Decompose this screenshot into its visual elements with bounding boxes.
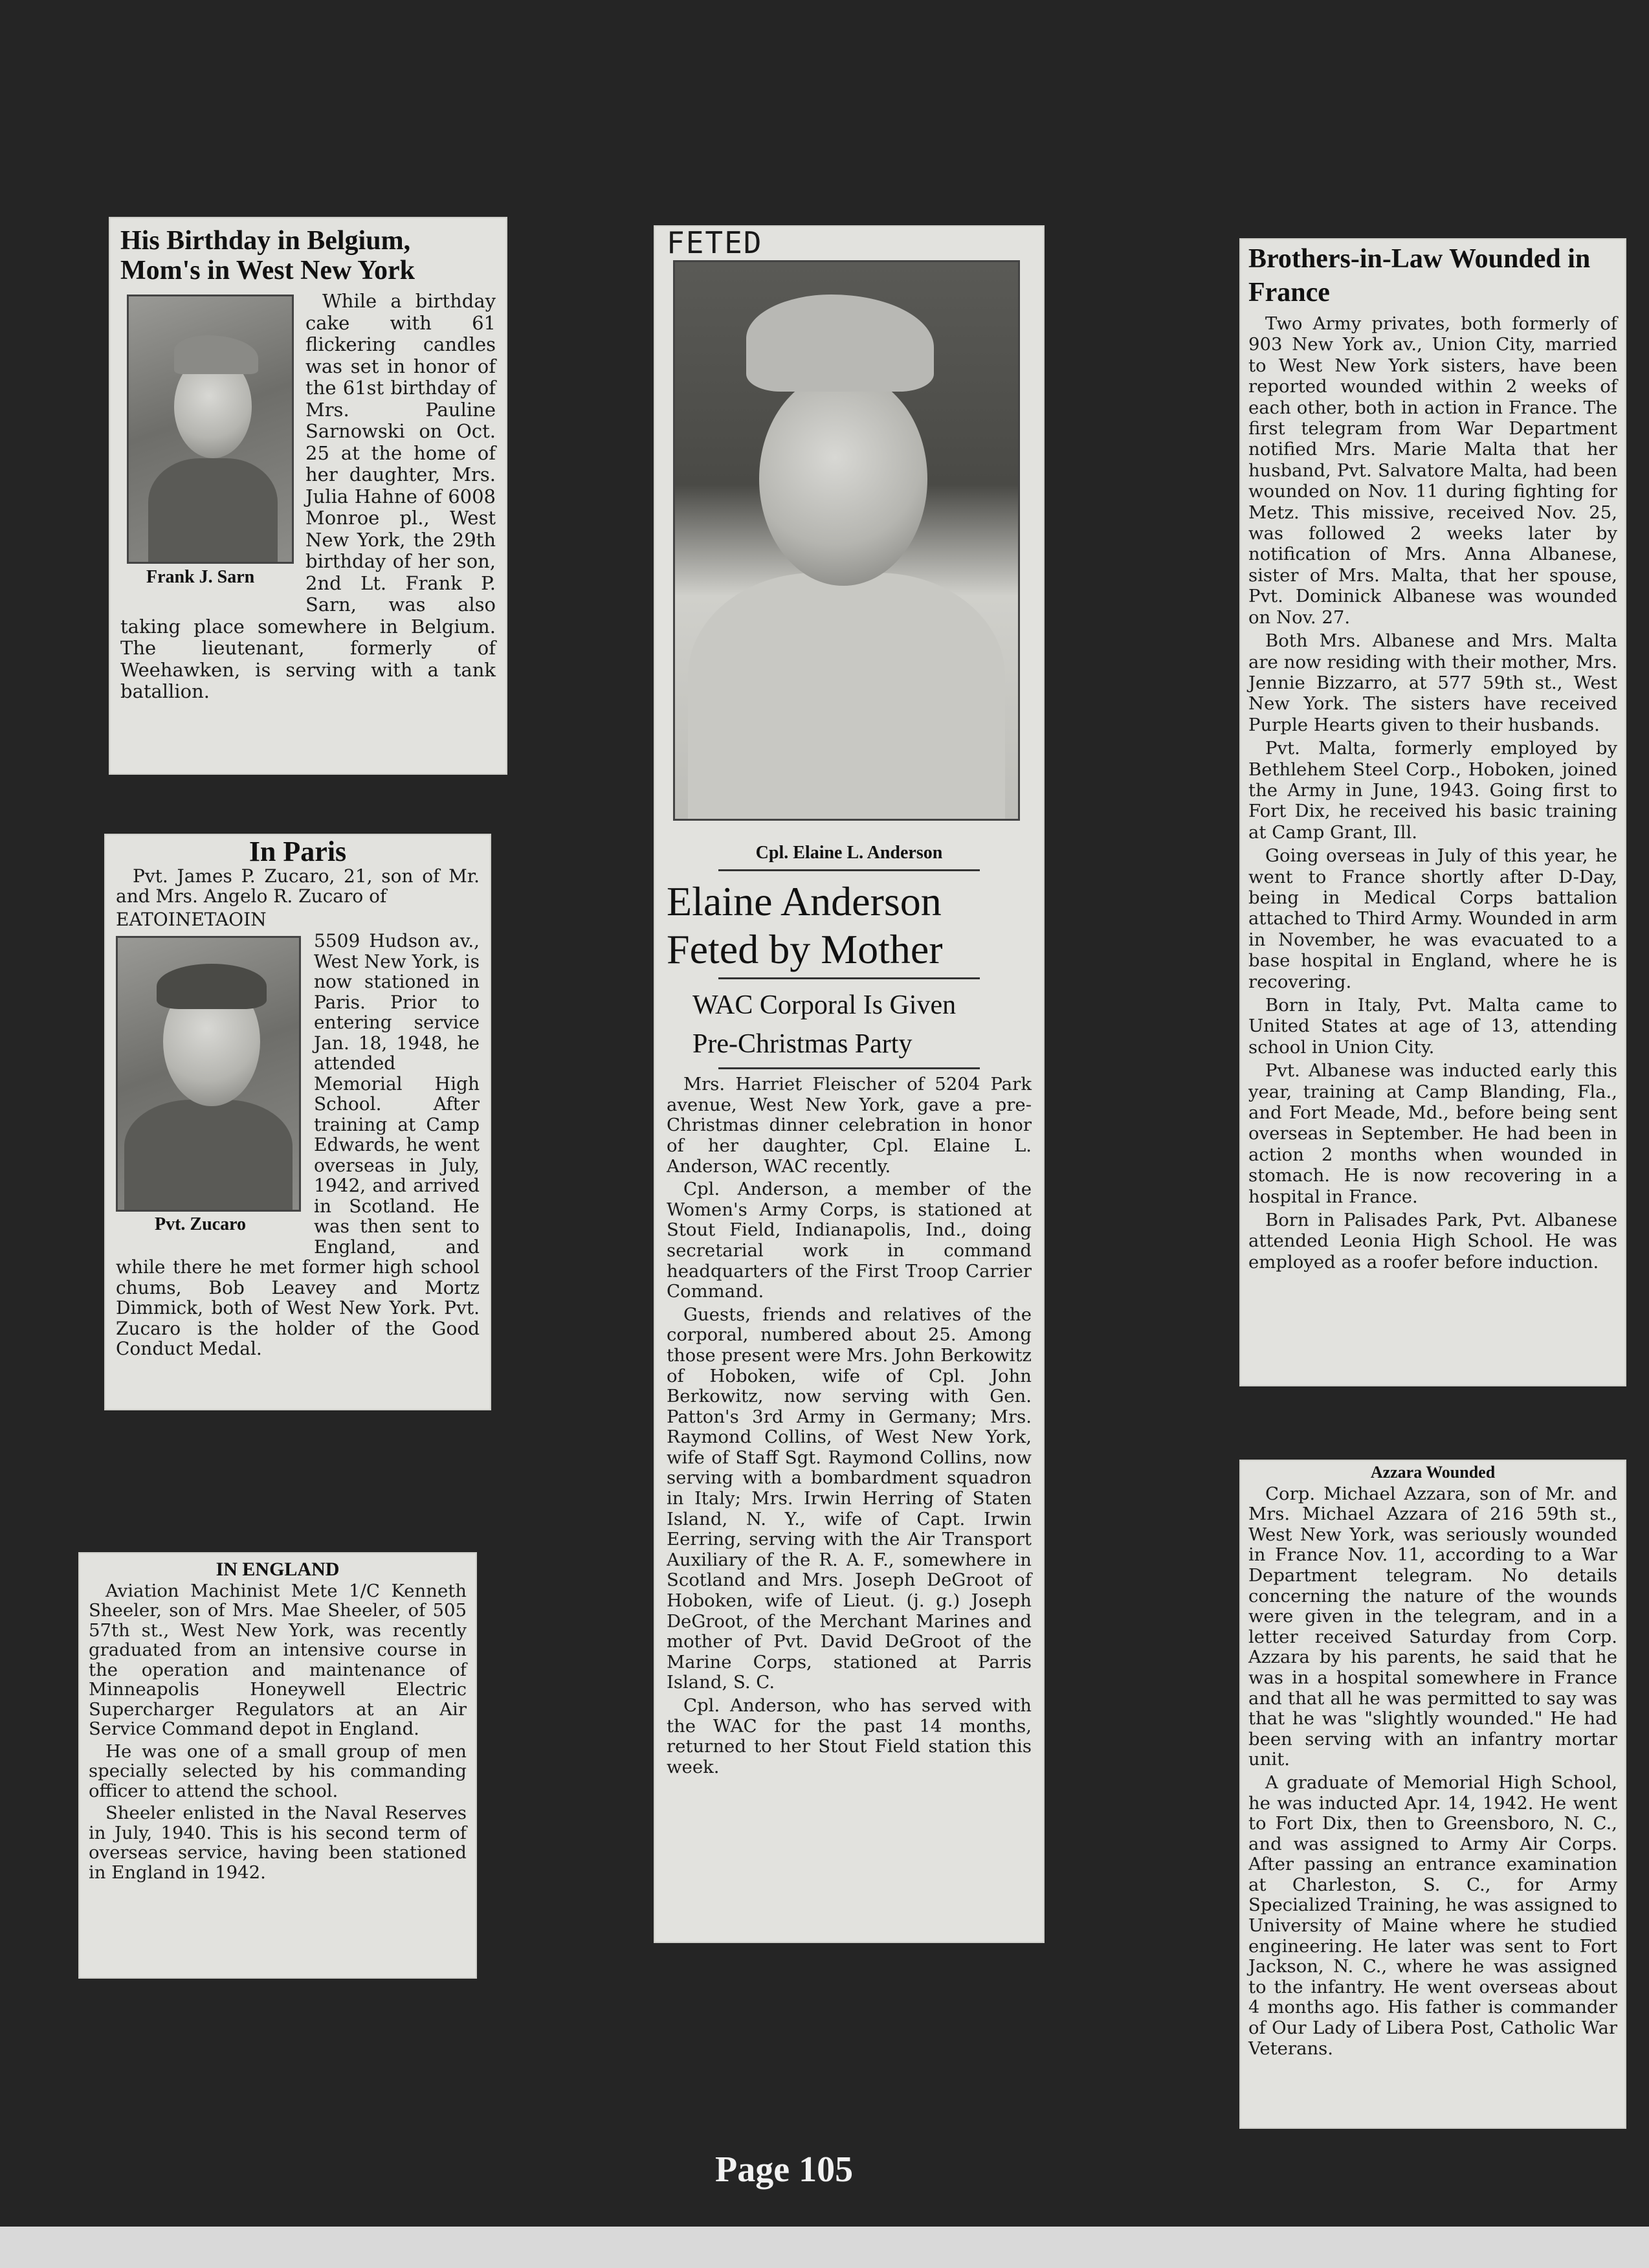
article-paragraph: Aviation Machinist Mete 1/C Kenneth Sheeler, son of Mrs. Mae Sheeler, of 505 57th st., West New York, was recently graduated from an intensive course in the operation and maintenance of Minneapolis Honeywell Electric Supercharger Regulators at an Air Service Command depot in England. — [89, 1580, 467, 1739]
article-paragraph: Cpl. Anderson, a member of the Women's Army Corps, is stationed at Stout Field, Indianapolis, Ind., doing secretarial work in command headquarters of the First Troop Carrier Command. — [667, 1179, 1032, 1302]
headline: Brothers-in-Law Wounded in France — [1248, 244, 1591, 307]
headline: IN ENGLAND — [216, 1559, 340, 1580]
clipping-brothers-in-law — [1241, 239, 1625, 1385]
photo-zucaro — [116, 936, 307, 1240]
photo-frank-sarn — [120, 295, 299, 599]
kicker-label: FETED — [667, 227, 763, 260]
article-paragraph: Pvt. Malta, formerly employed by Bethlehem Steel Corp., Hoboken, joined the Army in June, 1943. Going first to Fort Dix, he received his basic training at Camp Grant, Ill. — [1248, 738, 1617, 843]
photo-caption: Pvt. Zucaro — [155, 1214, 247, 1234]
article-paragraph: Mrs. Harriet Fleischer of 5204 Park avenue, West New York, gave a pre-Christmas dinner celebration in honor of her daughter, Cpl. Elaine L. Anderson, WAC recently. — [667, 1074, 1032, 1177]
headline: Azzara Wounded — [1370, 1463, 1496, 1482]
clipping-birthday-belgium — [110, 218, 506, 773]
article-paragraph: Guests, friends and relatives of the corporal, numbered about 25. Among those present were Mrs. John Berkowitz of Hoboken, wife of Cpl. John Berkowitz, now serving with Gen. Patton's 3rd Army in Germany; Mrs. Raymond Collins, of West New York, wife of Staff Sgt. Raymond Collins, now serving with a bombardment squadron in Italy; Mrs. Irwin Herring of Staten Island, N. Y., wife of Capt. Irwin Eerring, serving with the Air Transport Auxiliary of the R. A. F., somewhere in Scotland and Mrs. Joseph DeGroot of Hoboken, wife of Lieut. (j. g.) Joseph DeGroot, of the Merchant Marines and mother of Pvt. David DeGroot of the Marine Corps, stationed at Parris Island, S. C. — [667, 1304, 1032, 1693]
headline: In Paris — [249, 836, 347, 867]
photo-elaine-anderson — [673, 260, 1020, 821]
subheadline: WAC Corporal Is Given Pre-Christmas Party — [692, 990, 957, 1060]
article-paragraph: A graduate of Memorial High School, he was inducted Apr. 14, 1942. He went to Fort Dix, then to Greensboro, N. C., and was assigned to Army Air Corps. After passing an entrance examination at Charleston, S. C., for Army Specialized Training, he was assigned to University of Maine where he studied engineering. He later was sent to Fort Jackson, N. C., where he was assigned to the infantry. He went overseas about 4 months ago. His father is commander of Our Lady of Libera Post, Catholic War Veterans. — [1248, 1772, 1617, 2059]
article-paragraph: Pvt. Albanese was inducted early this year, training at Camp Blanding, Fla., and Fort Meade, Md., before being sent overseas in September. He had been in action 2 months when wounded in stomach. He is now recovering in a hospital in France. — [1248, 1060, 1617, 1207]
photo-caption: Frank J. Sarn — [146, 567, 255, 587]
headline: Elaine Anderson Feted by Mother — [667, 878, 943, 973]
article-paragraph: He was one of a small group of men specially selected by his commanding officer to attend the school. — [89, 1740, 467, 1801]
article-paragraph: Sheeler enlisted in the Naval Reserves in July, 1940. This is his second term of overseas service, having been stationed in England in 1942. — [89, 1803, 467, 1883]
page-number: Page 105 — [715, 2150, 854, 2190]
clipping-elaine-anderson — [655, 227, 1043, 1942]
article-paragraph: Corp. Michael Azzara, son of Mr. and Mrs. Michael Azzara of 216 59th st., West New York, was seriously wounded in France Nov. 11, according to a War Department telegram. No details concerning the nature of the wounds were given in the telegram, and in a letter received Saturday from Corp. Azzara by his parents, he said that he was in a hospital somewhere in France and that all he was permitted to say was that he was "slightly wounded." He had been serving with an infantry mortar unit. — [1248, 1483, 1617, 1770]
article-paragraph: Born in Palisades Park, Pvt. Albanese attended Leonia High School. He was employed as a roofer before induction. — [1248, 1210, 1617, 1273]
photo-caption: Cpl. Elaine L. Anderson — [755, 842, 943, 863]
clipping-in-england — [80, 1553, 476, 1977]
article-paragraph: Cpl. Anderson, who has served with the WAC for the past 14 months, returned to her Stout Field station this week. — [667, 1695, 1032, 1777]
article-paragraph: Both Mrs. Albanese and Mrs. Malta are now residing with their mother, Mrs. Jennie Bizzarro, at 577 59th st., West New York. The sisters have received Purple Hearts given to their husbands. — [1248, 630, 1617, 735]
headline: His Birthday in Belgium, Mom's in West New York — [120, 226, 415, 285]
clipping-azzara-wounded — [1241, 1461, 1625, 2128]
typesetting-slug: EATOINETAOIN — [116, 908, 267, 930]
article-paragraph: Going overseas in July of this year, he went to France shortly after D-Day, being in Medical Corps battalion attached to Third Army. Wounded in arm in November, he was evacuated to a base hospital in England, where he is recovering. — [1248, 845, 1617, 992]
article-body-lead: Pvt. James P. Zucaro, 21, son of Mr. and Mrs. Angelo R. Zucaro of — [116, 865, 480, 907]
article-body: While a birthday cake with 61 flickering candles was set in honor of the 61st birthday of Mrs. Pauline Sarnowski on Oct. 25 at the home of her daughter, Mrs. Julia Hahne of 6008 Monroe pl., West New York, the 29th birthday of her son, 2nd Lt. Frank P. Sarn, was also taking place somewhere in Belgium. The lieutenant, formerly of Weehawken, is serving with a tank batallion. — [120, 290, 496, 702]
scanner-edge — [0, 2227, 1649, 2268]
article-paragraph: Two Army privates, both formerly of 903 New York av., Union City, married to West New York sisters, have been reported wounded within 2 weeks of each other, both in action in France. The first telegram from War Department notified Mrs. Marie Malta that her husband, Pvt. Salvatore Malta, had been wounded on Nov. 11 during fighting for Metz. This missive, received Nov. 25, was followed 2 weeks later by notification of Mrs. Anna Albanese, sister of Mrs. Malta, that her spouse, Pvt. Dominick Albanese was wounded on Nov. 27. — [1248, 313, 1617, 628]
article-body: 5509 Hudson av., West New York, is now stationed in Paris. Prior to entering service Jan. 18, 1948, he attended Memorial High School. After training at Camp Edwards, he went overseas in July, 1942, and arrived in Scotland. He was then sent to England, and while there he met former high school chums, Bob Leavey and Mortz Dimmick, both of West New York. Pvt. Zucaro is the holder of the Good Conduct Medal. — [116, 930, 480, 1359]
article-paragraph: Born in Italy, Pvt. Malta came to United States at age of 13, attending school in Union City. — [1248, 995, 1617, 1058]
clipping-in-paris — [105, 835, 490, 1409]
